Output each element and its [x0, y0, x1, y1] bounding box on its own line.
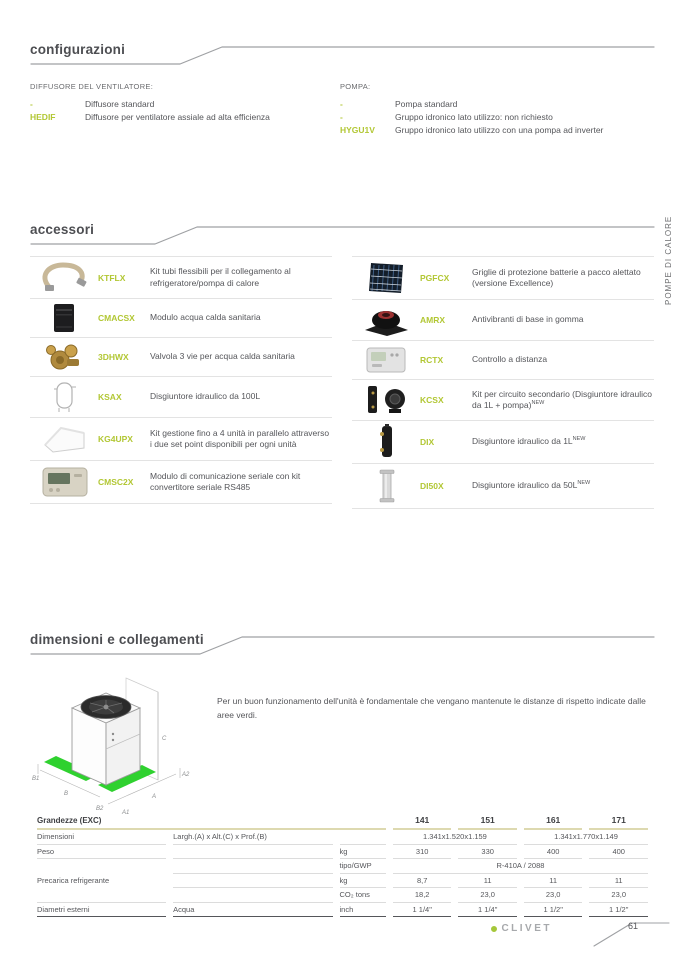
option-code: - [30, 99, 33, 109]
brand-logo [491, 923, 552, 934]
accessory-desc: Griglie di protezione batterie a pacco alettato (versione Excellence) [472, 266, 641, 288]
option-desc: Gruppo idronico lato utilizzo con una pompa ad inverter [395, 124, 604, 135]
svg-text:A2: A2 [182, 772, 190, 778]
option-desc: Pompa standard [395, 99, 458, 109]
sizes-table [30, 813, 655, 917]
svg-text:A1: A1 [122, 810, 130, 816]
accessory-code: DI50X [420, 481, 444, 491]
unit-dimensions-diagram [30, 664, 205, 824]
section-configurazioni [30, 42, 655, 136]
option-row [30, 111, 340, 124]
header-swoosh-line [30, 224, 655, 246]
section-accessori [30, 222, 655, 509]
accessories-left-column [30, 256, 332, 509]
accessory-row [30, 377, 332, 418]
page-footer [30, 906, 670, 954]
fan-diffuser-options [30, 82, 340, 136]
size-header: 141 [393, 813, 452, 830]
new-badge: NEW [531, 400, 545, 407]
accessory-desc: Kit tubi flessibili per il collegamento al refrigeratore/pompa di calore [150, 266, 291, 288]
accessory-desc: Modulo di comunicazione seriale con kit convertitore seriale RS485 [150, 470, 301, 492]
new-badge: NEW [572, 436, 586, 443]
accessory-row [352, 256, 654, 300]
table-row: Precarica refrigerante tipo/GWP R-410A / 2088 [37, 859, 648, 874]
page-number: 61 [627, 921, 638, 931]
separator-1l-icon [352, 424, 420, 460]
accessory-row [352, 464, 654, 509]
section-header [30, 222, 655, 248]
accessory-code: AMRX [420, 315, 446, 325]
accessory-desc: Modulo acqua calda sanitaria [150, 312, 261, 323]
table-row: Diametri esterni Acqua inch 1 1/4" 1 1/4" 1 1/2" 1 1/2" [37, 903, 648, 918]
accessory-row [352, 380, 654, 421]
accessory-row [352, 341, 654, 380]
new-badge: NEW [577, 480, 591, 487]
accessory-row [30, 338, 332, 377]
option-desc: Diffusore per ventilatore assiale ad alta efficienza [85, 111, 270, 122]
table-row: CO₂ tons 18,2 23,0 23,0 23,0 [37, 888, 648, 903]
accessory-code: CMACSX [98, 313, 135, 323]
accessory-code: PGFCX [420, 273, 450, 283]
size-header: 161 [524, 813, 583, 830]
three-way-valve-icon [30, 341, 98, 373]
accessory-row [30, 461, 332, 504]
option-code: HYGU1V [340, 124, 375, 135]
svg-text:C: C [162, 736, 167, 742]
hydraulic-separator-100l-icon [30, 380, 98, 414]
option-desc: Diffusore standard [85, 99, 155, 109]
accessory-code: DIX [420, 437, 435, 447]
accessory-desc: Disgiuntore idraulico da $1L^{NEW}$ [472, 436, 586, 447]
accessory-desc: Kit per circuito secondario (Disgiuntore idraulico da 1L + pompa)$^{NEW}$ [472, 388, 652, 410]
option-row [340, 111, 655, 124]
section-header [30, 632, 655, 658]
accessory-desc: Controllo a distanza [472, 354, 548, 365]
accessory-code: KTFLX [98, 272, 126, 283]
clearance-note: Per un buon funzionamento dell'unità è fondamentale che vengano mantenute le distanze di rispetto indicate dalle aree verdi. [217, 696, 646, 721]
brand-logo-text: CLIVET [501, 923, 552, 934]
rubber-mount-icon [352, 303, 420, 337]
multi-unit-kit-icon [30, 421, 98, 457]
accessory-row [30, 299, 332, 338]
dhw-module-icon [30, 302, 98, 334]
section-header [30, 42, 655, 68]
option-desc: Gruppo idronico lato utilizzo: non richiesto [395, 111, 553, 122]
section-title: accessori [30, 222, 95, 237]
size-header: 171 [589, 813, 648, 830]
svg-text:B: B [64, 791, 69, 797]
accessory-desc: Kit gestione fino a 4 unità in parallelo attraverso i due set point disponibili per ogni unità [150, 427, 330, 449]
accessory-row [30, 418, 332, 461]
table-row: kg 8,7 11 11 11 [37, 874, 648, 889]
table-title: Grandezze (EXC) [37, 813, 386, 830]
accessory-row [352, 300, 654, 341]
option-row [340, 124, 655, 137]
accessory-code: KSAX [98, 392, 122, 402]
svg-text:B2: B2 [96, 806, 104, 812]
section-title: configurazioni [30, 42, 126, 57]
accessory-desc: Disgiuntore idraulico da $50L^{NEW}$ [472, 480, 591, 491]
protection-grille-icon [352, 260, 420, 296]
option-code: - [340, 99, 343, 109]
section-dimensioni [30, 632, 655, 824]
accessory-desc: Antivibranti di base in gomma [472, 314, 584, 325]
table-row: Dimensioni Largh.(A) x Alt.(C) x Prof.(B) 1.341x1.520x1.159 1.341x1.770x1.149 [37, 830, 648, 845]
accessory-desc: Disgiuntore idraulico da 100L [150, 391, 261, 402]
accessory-code: KG4UPX [98, 434, 133, 444]
size-header: 151 [458, 813, 517, 830]
pump-options [340, 82, 655, 136]
section-title: dimensioni e collegamenti [30, 632, 204, 647]
accessory-row [30, 256, 332, 299]
option-code: HEDIF [30, 111, 56, 122]
accessory-row [352, 421, 654, 464]
accessories-right-column [352, 256, 654, 509]
accessory-code: RCTX [420, 355, 444, 365]
svg-text:A: A [152, 794, 157, 800]
brand-logo-icon [491, 926, 497, 932]
svg-text:B1: B1 [32, 776, 40, 782]
table-header-row [37, 813, 648, 830]
option-row [340, 98, 655, 111]
accessory-code: 3DHWX [98, 352, 129, 362]
option-code: - [340, 111, 343, 122]
flexible-hose-icon [30, 261, 98, 295]
options-heading: DIFFUSORE DEL VENTILATORE: [30, 82, 154, 91]
table-row: Peso kg 310 330 400 400 [37, 845, 648, 860]
side-category-label: POMPE DI CALORE [664, 215, 673, 305]
accessory-desc: Valvola 3 vie per acqua calda sanitaria [150, 351, 295, 362]
secondary-circuit-kit-icon [352, 383, 420, 417]
option-row [30, 98, 340, 111]
separator-50l-icon [352, 467, 420, 505]
options-heading: POMPA: [340, 82, 371, 91]
accessory-code: KCSX [420, 395, 444, 405]
serial-module-icon [30, 464, 98, 500]
accessory-code: CMSC2X [98, 477, 134, 487]
remote-control-icon [352, 344, 420, 376]
